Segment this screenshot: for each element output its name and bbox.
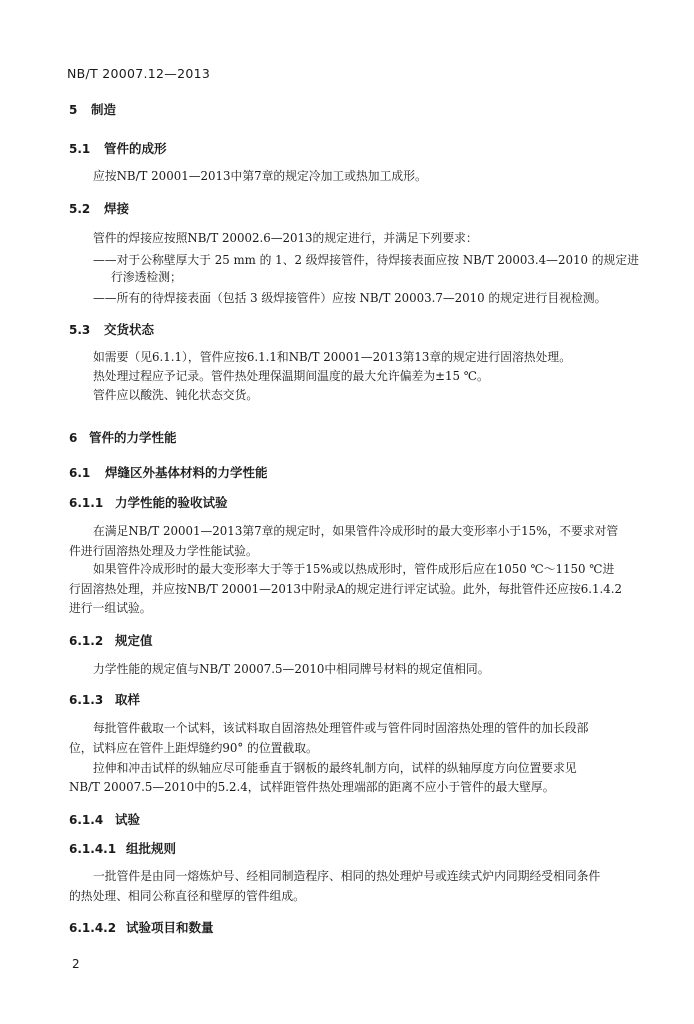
list-item-text: 行渗透检测； [111, 270, 182, 284]
paragraph: 位，试料应在管件上距焊缝约90° 的位置截取。 [69, 741, 318, 755]
section-title: 制造 [91, 102, 117, 117]
paragraph: 如果管件冷成形时的最大变形率大于等于15%或以热成形时，管件成形后应在1050 ℃～1150 ℃进 [93, 562, 615, 576]
section-5-3-heading [69, 320, 154, 338]
section-title: 管件的成形 [104, 141, 167, 156]
section-number: 6.1.1 [69, 496, 104, 510]
section-number: 6.1.4 [69, 813, 104, 827]
list-item-text: ——对于公称壁厚大于 25 mm 的 1、2 级焊接管件，待焊接表面应按 NB/T 20003.4—2010 的规定进 [93, 253, 639, 267]
section-title: 焊缝区外基体材料的力学性能 [105, 465, 268, 480]
paragraph: 应按NB/T 20001—2013中第7章的规定冷加工或热加工成形。 [93, 169, 427, 183]
section-number: 6.1.2 [69, 634, 104, 648]
paragraph: 每批管件截取一个试料，该试料取自固溶热处理管件或与管件同时固溶热处理的管件的加长段部 [93, 721, 589, 735]
paragraph: 进行一组试验。 [69, 601, 152, 615]
paragraph: 行固溶热处理，并应按NB/T 20001—2013中附录A的规定进行评定试验。此外，每批管件还应按6.1.4.2 [69, 582, 623, 596]
section-number: 5.2 [69, 202, 91, 216]
paragraph: 件进行固溶热处理及力学性能试验。 [69, 544, 258, 558]
section-number: 6.1.4.1 [69, 842, 117, 856]
section-title: 力学性能的验收试验 [115, 495, 228, 510]
paragraph: 如需要（见6.1.1），管件应按6.1.1和NB/T 20001—2013第13章的规定进行固溶热处理。 [93, 350, 571, 364]
list-item-text: ——所有的待焊接表面（包括 3 级焊接管件）应按 NB/T 20003.7—2010 的规定进行目视检测。 [93, 291, 607, 305]
section-title: 取样 [115, 692, 141, 707]
section-6-1-heading [69, 463, 268, 481]
section-number: 6.1 [69, 466, 91, 480]
section-title: 试验项目和数量 [126, 920, 214, 935]
section-number: 5 [69, 103, 78, 117]
page-number: 2 [72, 957, 80, 971]
section-title: 组批规则 [126, 841, 177, 856]
section-6-1-1-heading [69, 493, 228, 511]
paragraph: 管件应以酸洗、钝化状态交货。 [93, 388, 259, 402]
section-title: 规定值 [115, 633, 153, 648]
section-number: 5.3 [69, 323, 91, 337]
section-6-1-2-heading [69, 631, 153, 649]
paragraph: 一批管件是由同一熔炼炉号、经相同制造程序、相同的热处理炉号或连续式炉内同期经受相同条件 [93, 869, 601, 883]
section-5-heading [69, 100, 116, 118]
paragraph: NB/T 20007.5—2010中的5.2.4，试样距管件热处理端部的距离不应小于管件的最大壁厚。 [69, 780, 555, 794]
document-header: NB/T 20007.12—2013 [67, 66, 211, 81]
section-6-heading [69, 428, 177, 446]
section-title: 管件的力学性能 [89, 430, 177, 445]
section-title: 试验 [115, 812, 141, 827]
section-6-1-3-heading [69, 690, 140, 708]
section-5-2-heading [69, 199, 129, 217]
section-number: 6.1.4.2 [69, 921, 117, 935]
section-6-1-4-1-heading [69, 839, 176, 857]
paragraph: 管件的焊接应按照NB/T 20002.6—2013的规定进行，并满足下列要求： [93, 231, 478, 245]
paragraph: 在满足NB/T 20001—2013第7章的规定时，如果管件冷成形时的最大变形率小于15%，不要求对管 [93, 524, 619, 538]
section-6-1-4-heading [69, 810, 140, 828]
section-5-1-heading [69, 139, 167, 157]
section-title: 交货状态 [104, 322, 155, 337]
paragraph: 的热处理、相同公称直径和壁厚的管件组成。 [69, 889, 305, 903]
section-title: 焊接 [104, 201, 130, 216]
paragraph: 拉伸和冲击试样的纵轴应尽可能垂直于钢板的最终轧制方向，试样的纵轴厚度方向位置要求见 [93, 761, 577, 775]
section-6-1-4-2-heading [69, 918, 214, 936]
section-number: 6.1.3 [69, 693, 104, 707]
section-number: 6 [69, 431, 78, 445]
section-number: 5.1 [69, 142, 91, 156]
paragraph: 热处理过程应予记录。管件热处理保温期间温度的最大允许偏差为±15 ℃。 [93, 369, 489, 383]
paragraph: 力学性能的规定值与NB/T 20007.5—2010中相同牌号材料的规定值相同。 [93, 662, 490, 676]
